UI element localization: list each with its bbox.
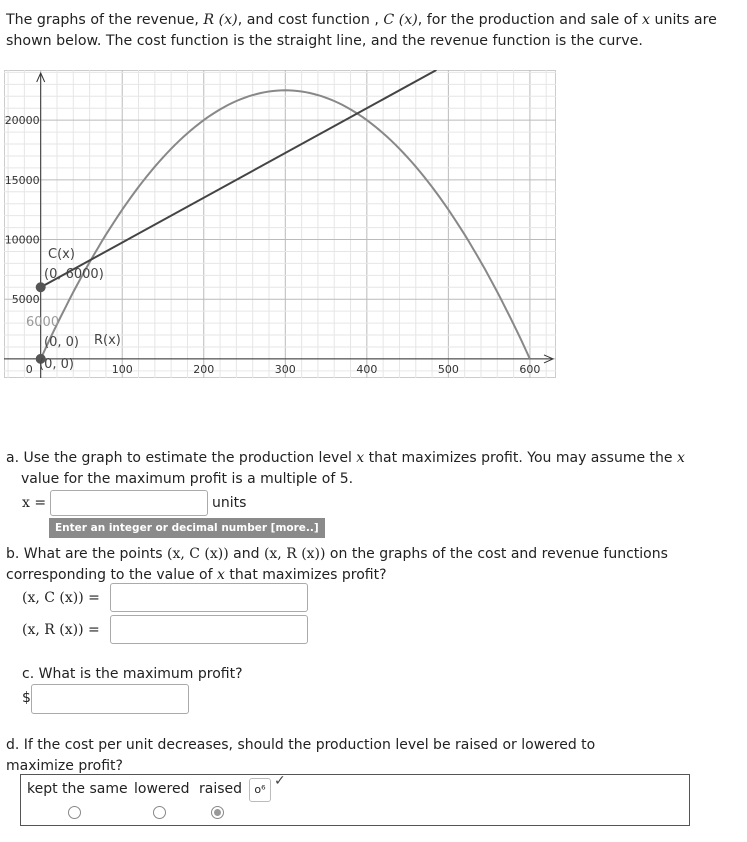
value-6000-label: 6000 [26,315,60,330]
y-tick-label: 10000 [4,233,40,247]
checkmark-icon: ✓ [274,773,286,789]
profit-input[interactable] [31,684,189,714]
question-c: c. What is the maximum profit? [22,666,243,682]
cost-function-label: C(x) [48,247,75,262]
problem-intro: The graphs of the revenue, R (x), and cost function , C (x), for the production and sale of x units are shown below. The cost function is the straight line, and the revenue function is the curve. [6,12,717,49]
option-lowered-label: lowered [134,781,190,797]
x-label: x = [22,495,47,511]
x-tick-label: 400 [356,362,378,376]
revenue-point-input[interactable] [110,615,308,644]
x-tick-label: 500 [437,362,459,376]
revenue-origin-label: (0, 0) [44,335,79,350]
revenue-cost-graph [4,70,556,378]
units-label: units [212,495,247,511]
cost-point-label: (x, C (x)) = [22,590,100,606]
option-raised-label: raised [199,781,243,797]
dollar-sign: $ [22,690,31,706]
origin-point-label: (0, 0) [39,357,74,372]
key-icon-button[interactable]: o⁶ [249,778,271,802]
question-a: a. Use the graph to estimate the production level x that maximizes profit. You may assume the x value for the maximum profit is a multiple of 5. [6,450,685,487]
x-tick-label: 300 [274,362,296,376]
y-tick-label: 5000 [11,293,40,307]
radio-kept-the-same[interactable] [68,806,81,819]
x-tick-label: 200 [193,362,215,376]
x-answer-input[interactable] [50,490,208,516]
x-tick-label: 600 [519,362,541,376]
plot-frame [5,71,556,378]
radio-lowered[interactable] [153,806,166,819]
x-tick-label: 100 [111,362,133,376]
cost-intercept-label: (0, 6000) [44,267,104,282]
question-d: d. If the cost per unit decreases, should the production level be raised or lowered to maximize profit? [6,737,596,774]
input-hint-tooltip: Enter an integer or decimal number [more..] [49,518,325,538]
origin-label: 0 [25,362,33,376]
revenue-function-label: R(x) [94,333,121,348]
y-tick-label: 15000 [4,173,40,187]
radio-raised[interactable] [211,806,224,819]
y-tick-label: 20000 [4,114,40,128]
question-b: b. What are the points (x, C (x)) and (x, R (x)) on the graphs of the cost and revenue functions corresponding to the value of x that maximizes profit? [6,546,668,583]
revenue-point-label: (x, R (x)) = [22,622,100,638]
answer-choices [20,774,690,826]
option-kept-the-same-label: kept the same [27,781,128,797]
cost-point-input[interactable] [110,583,308,612]
cost-intercept-point [36,282,46,292]
